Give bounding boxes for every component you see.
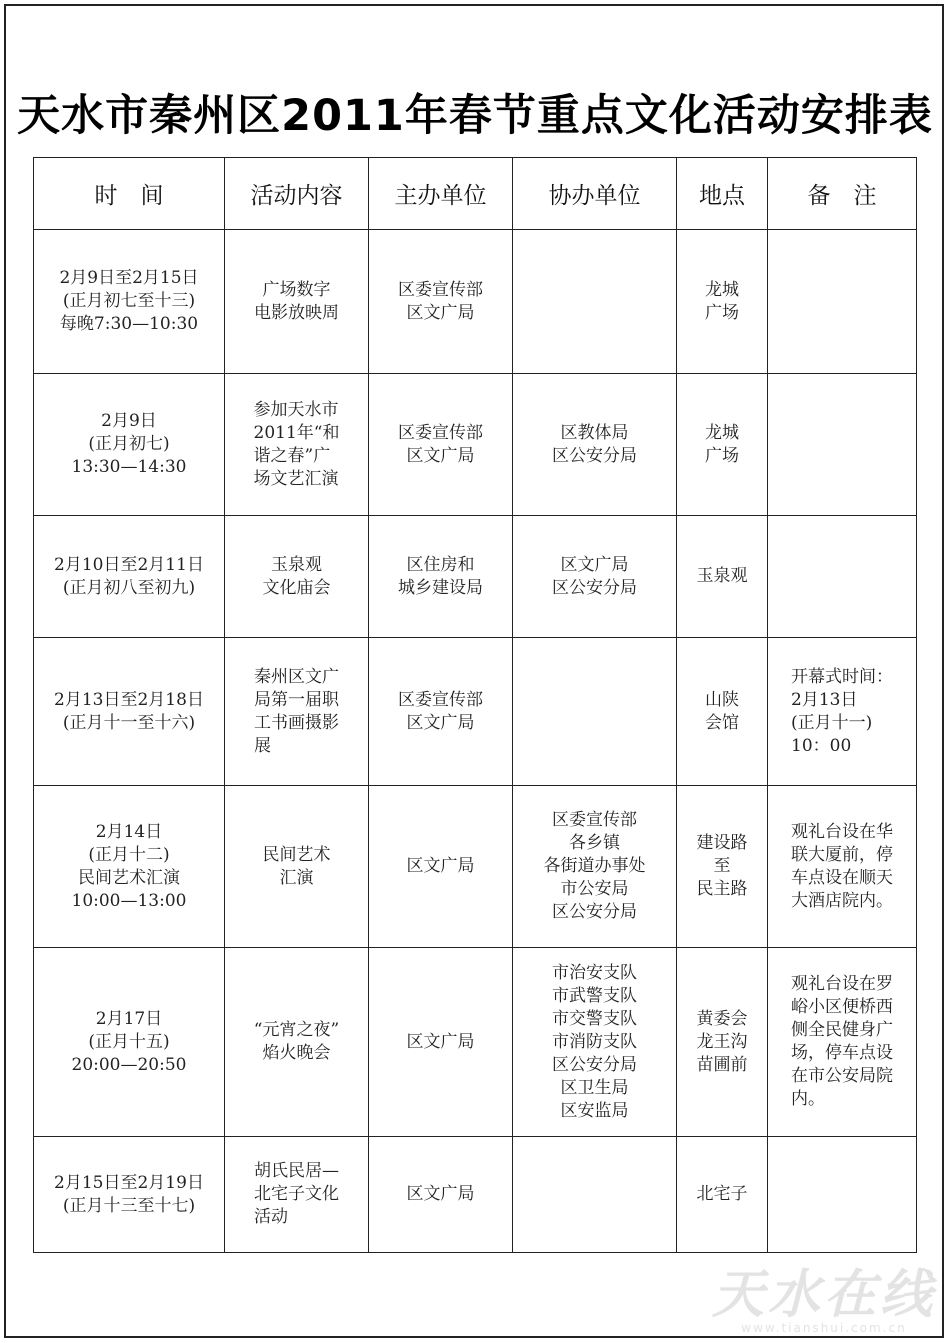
time-cell	[34, 786, 225, 948]
place-cell	[677, 516, 768, 638]
time-cell	[34, 948, 225, 1137]
cell-line: 龙城	[705, 422, 739, 443]
cell-line: 区文广局	[406, 1184, 475, 1204]
cell-line: (正月十三至十七)	[62, 1195, 196, 1216]
cell-line: 龙王沟	[696, 1031, 748, 1052]
cell-line: 展	[254, 735, 271, 756]
host-cell	[369, 230, 513, 374]
host-cell	[369, 1137, 513, 1253]
time-cell	[34, 230, 225, 374]
cell-line: (正月初七)	[88, 434, 170, 454]
header-note: 备 注	[768, 158, 917, 230]
header-host: 主办单位	[369, 158, 513, 230]
header-time: 时 间	[34, 158, 225, 230]
cell-line: 建设路	[696, 833, 748, 853]
note-cell	[768, 516, 917, 638]
cell-line: 广场	[705, 302, 739, 323]
cell-line: 谐之春”广	[253, 445, 331, 466]
cell-line: 广场数字	[262, 279, 331, 300]
cell-line: 广场	[705, 445, 739, 466]
cell-line: 区安监局	[560, 1100, 629, 1121]
cell-line: 区文广局	[406, 445, 475, 466]
cell-line: 内。	[791, 1089, 825, 1109]
cell-line: 秦州区文广	[254, 666, 339, 687]
place-cell	[677, 1137, 768, 1253]
cell-line: 区委宣传部	[398, 422, 483, 443]
cell-line: 2月14日	[95, 821, 163, 842]
cell-line: 城乡建设局	[398, 577, 483, 598]
cell-line: 玉泉观	[271, 554, 322, 575]
cell-line: 10：00	[791, 735, 852, 756]
cell-line: 活动	[254, 1207, 288, 1227]
cell-line: (正月十二)	[88, 844, 170, 865]
cell-line: 每晚7:30—10:30	[59, 314, 199, 334]
cell-line: 观礼台设在华	[791, 821, 893, 842]
cell-line: 10:00—13:00	[71, 890, 187, 911]
note-cell	[768, 786, 917, 948]
content-cell	[225, 1137, 369, 1253]
header-place: 地点	[677, 158, 768, 230]
cell-line: 区公安分局	[552, 902, 637, 922]
content-cell	[225, 948, 369, 1137]
cell-line: 胡氏民居—	[254, 1161, 339, 1181]
cell-line: 工书画摄影	[254, 712, 339, 733]
cell-line: 场文艺汇演	[253, 468, 339, 489]
note-cell	[768, 1137, 917, 1253]
table-row	[34, 1137, 917, 1253]
cell-line: 区文广局	[560, 554, 629, 575]
cell-line: (正月初八至初九)	[62, 577, 196, 598]
header-content: 活动内容	[225, 158, 369, 230]
cell-line: 2011年“和	[253, 422, 340, 443]
host-cell	[369, 374, 513, 516]
cell-line: 民间艺术汇演	[77, 867, 180, 888]
content-cell	[225, 638, 369, 786]
cohost-cell	[513, 230, 677, 374]
cell-line: 开幕式时间：	[791, 666, 893, 687]
cell-line: 2月10日至2月11日	[54, 554, 204, 575]
cell-line: (正月初七至十三)	[62, 291, 196, 311]
place-cell	[677, 948, 768, 1137]
table-row	[34, 948, 917, 1137]
cell-line: 场，停车点设	[791, 1043, 893, 1063]
time-cell	[34, 1137, 225, 1253]
cell-line: 区文广局	[406, 712, 475, 733]
cell-line: 大酒店院内。	[791, 890, 893, 911]
cell-line: 民间艺术	[262, 844, 331, 865]
note-cell	[768, 374, 917, 516]
place-cell	[677, 638, 768, 786]
content-cell	[225, 374, 369, 516]
cell-line: 北宅子	[696, 1184, 748, 1204]
cell-line: 2月15日至2月19日	[54, 1172, 204, 1193]
cell-line: 北宅子文化	[254, 1184, 339, 1204]
cohost-cell	[513, 638, 677, 786]
cell-line: 车点设在顺天	[791, 867, 893, 888]
cohost-cell	[513, 516, 677, 638]
watermark-logo	[712, 1252, 936, 1335]
cohost-cell	[513, 786, 677, 948]
host-cell	[369, 638, 513, 786]
cell-line: 汇演	[279, 867, 314, 888]
cell-line: 局第一届职	[254, 689, 339, 710]
cell-line: 各街道办事处	[543, 856, 646, 876]
host-cell	[369, 786, 513, 948]
cell-line: 焰火晚会	[262, 1043, 331, 1063]
header-cohost: 协办单位	[513, 158, 677, 230]
cell-line: 2月9日至2月15日	[59, 268, 199, 288]
cell-line: 市武警支队	[552, 985, 637, 1006]
cell-line: 区公安分局	[552, 1054, 637, 1075]
note-cell	[768, 230, 917, 374]
cell-line: 文化庙会	[262, 577, 331, 598]
cell-line: 玉泉观	[696, 566, 748, 586]
note-cell	[768, 638, 917, 786]
note-cell	[768, 948, 917, 1137]
time-cell	[34, 638, 225, 786]
watermark-url: www.tianshui.com.cn	[741, 1321, 907, 1335]
cell-line: 侧全民健身广	[791, 1020, 893, 1040]
cell-line: 区公安分局	[552, 445, 637, 466]
watermark-text: 天水在线	[711, 1265, 936, 1325]
content-cell	[225, 230, 369, 374]
host-cell	[369, 948, 513, 1137]
cell-line: 区住房和	[406, 554, 475, 575]
cell-line: 观礼台设在罗	[791, 974, 893, 994]
cell-line: 苗圃前	[696, 1054, 748, 1075]
content-cell	[225, 516, 369, 638]
page-title: 天水市秦州区2011年春节重点文化活动安排表	[17, 91, 933, 141]
table-row	[34, 230, 917, 374]
cell-line: 在市公安局院	[791, 1066, 893, 1086]
cell-line: 2月13日至2月18日	[54, 689, 204, 710]
cell-line: 峪小区便桥西	[791, 997, 893, 1017]
cell-line: (正月十五)	[88, 1031, 170, 1052]
cell-line: 区文广局	[406, 856, 475, 876]
place-cell	[677, 374, 768, 516]
table-row	[34, 374, 917, 516]
cell-line: 市公安局	[560, 879, 629, 899]
cell-line: 市治安支队	[552, 962, 637, 983]
cohost-cell	[513, 948, 677, 1137]
cell-line: 区公安分局	[552, 577, 637, 598]
content-cell	[225, 786, 369, 948]
cell-line: 会馆	[705, 712, 739, 733]
schedule-table	[33, 157, 917, 1253]
cohost-cell	[513, 1137, 677, 1253]
cell-line: 电影放映周	[254, 302, 339, 323]
cell-line: 民主路	[696, 879, 748, 899]
cell-line: 区文广局	[406, 302, 475, 323]
cell-line: 联大厦前，停	[791, 844, 893, 865]
place-cell	[677, 786, 768, 948]
cell-line: 区教体局	[560, 422, 629, 443]
cell-line: 区委宣传部	[398, 279, 483, 300]
cell-line: 2月9日	[101, 411, 157, 431]
cell-line: 龙城	[705, 279, 739, 300]
table-row	[34, 638, 917, 786]
cell-line: 区文广局	[406, 1031, 475, 1052]
table-row	[34, 516, 917, 638]
cell-line: (正月十一至十六)	[62, 712, 196, 733]
time-cell	[34, 516, 225, 638]
host-cell	[369, 516, 513, 638]
place-cell	[677, 230, 768, 374]
cell-line: 区卫生局	[560, 1077, 629, 1098]
cell-line: (正月十一)	[791, 712, 873, 733]
cell-line: 黄委会	[696, 1008, 748, 1029]
cell-line: 市消防支队	[552, 1031, 637, 1052]
cohost-cell	[513, 374, 677, 516]
cell-line: 20:00—20:50	[71, 1054, 187, 1075]
cell-line: 2月13日	[791, 689, 858, 710]
cell-line: “元宵之夜”	[253, 1020, 340, 1040]
time-cell	[34, 374, 225, 516]
cell-line: 区委宣传部	[552, 810, 637, 830]
cell-line: 2月17日	[95, 1008, 163, 1029]
cell-line: 区委宣传部	[398, 689, 483, 710]
cell-line: 各乡镇	[569, 833, 620, 853]
cell-line: 市交警支队	[552, 1008, 637, 1029]
cell-line: 山陕	[705, 689, 739, 710]
cell-line: 13:30—14:30	[71, 457, 187, 477]
header-row	[34, 158, 917, 230]
cell-line: 至	[713, 856, 731, 876]
table-row	[34, 786, 917, 948]
cell-line: 参加天水市	[253, 399, 339, 420]
